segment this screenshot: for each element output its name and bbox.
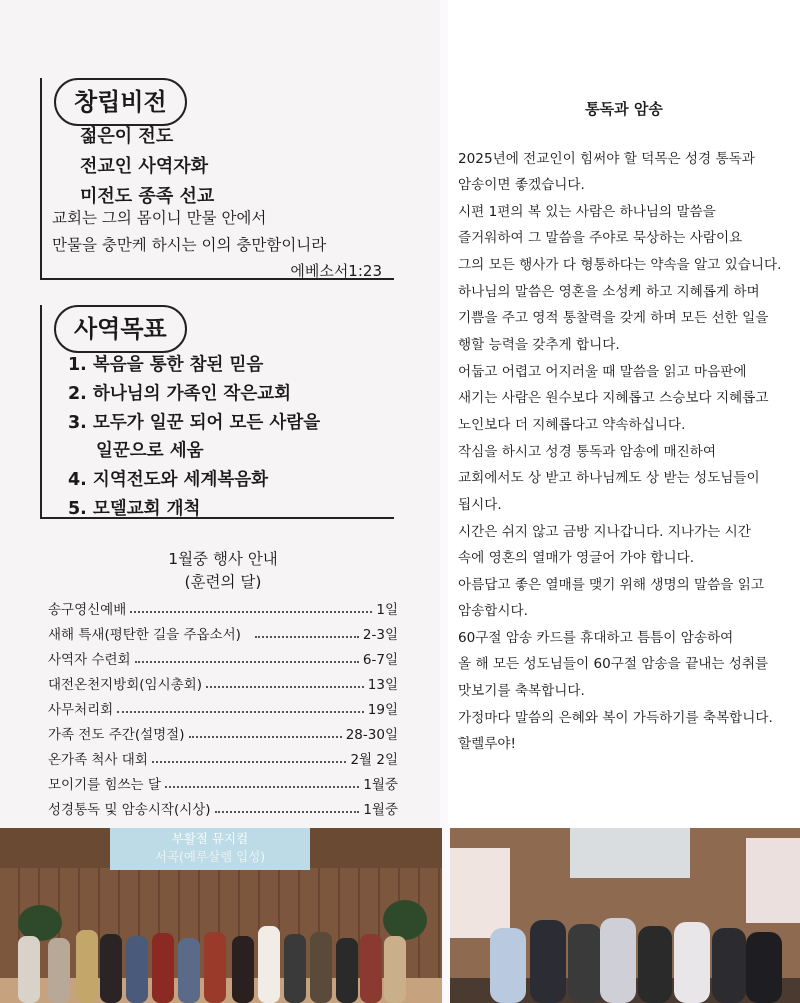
article-paragraph: 작심을 하시고 성경 통독과 암송에 매진하여 교회에서도 상 받고 하나님께도 상 받는 성도님들이 됩시다.: [458, 444, 760, 513]
article-paragraph: 시편 1편의 복 있는 사람은 하나님의 말씀을 즐거워하여 그 말씀을 주야로 묵상하는 사람이요 그의 모든 행사가 다 형통하다는 약속을 알고 있습니다.: [458, 204, 782, 273]
article-title: 통독과 암송: [585, 100, 663, 118]
event-row: [48, 796, 398, 818]
events-subtitle: (훈련의 달): [184, 573, 262, 591]
verse-reference: 에베소서1:23: [290, 262, 382, 280]
event-name: 온가족 척사 대회: [48, 752, 148, 768]
event-date: 13일: [367, 677, 398, 693]
events-title: 1월중 행사 안내: [168, 550, 278, 568]
event-name: 송구영신예배: [48, 602, 127, 618]
mission-title: 사역목표: [54, 305, 187, 353]
event-name: 모이기를 힘쓰는 달: [48, 777, 161, 793]
event-date: 28-30일: [345, 727, 398, 743]
vision-title: 창립비전: [54, 78, 187, 126]
event-row: [48, 596, 398, 618]
event-name: 새해 특새(평탄한 길을 주옵소서): [48, 627, 241, 643]
musical-photo: [0, 828, 442, 1003]
article-paragraph: 하나님의 말씀은 영혼을 소성케 하고 지혜롭게 하며 기쁨을 주고 영적 통찰력을 갖게 하며 모든 선한 일을 행할 능력을 갖추게 합니다.: [458, 284, 769, 353]
event-row: [48, 621, 398, 643]
event-row: [48, 771, 398, 793]
mission-item: 5. 모델교회 개척: [68, 499, 201, 519]
event-row: [48, 721, 398, 743]
mission-item: 1. 복음을 통한 참된 믿음: [68, 355, 264, 375]
dot-leader: [152, 761, 347, 763]
dot-leader: [206, 686, 364, 688]
dot-leader: [130, 611, 372, 613]
dot-leader: [135, 661, 359, 663]
verse-line: 교회는 그의 몸이니 만물 안에서: [52, 209, 267, 227]
vision-line: 젊은이 전도: [80, 126, 174, 147]
vision-section: [40, 78, 394, 280]
banner-line: 부활절 뮤지컬: [171, 831, 249, 846]
event-name: 가족 전도 주간(설명절): [48, 727, 185, 743]
dot-leader: [255, 636, 359, 638]
group-photo: [450, 828, 800, 1003]
event-name: 사무처리회: [48, 702, 114, 718]
event-row: [48, 746, 398, 768]
cast-silhouettes: [0, 828, 442, 1003]
dot-leader: [117, 711, 364, 713]
mission-item: 3. 모두가 일꾼 되어 모든 사람을: [68, 413, 321, 433]
mission-item: 4. 지역전도와 세계복음화: [68, 470, 269, 490]
event-date: 6-7일: [362, 652, 398, 668]
dot-leader: [165, 786, 359, 788]
event-row: [48, 646, 398, 668]
verse-line: 만물을 충만케 하시는 이의 충만함이니라: [52, 236, 327, 254]
mission-item: 2. 하나님의 가족인 작은교회: [68, 384, 292, 404]
banner-line: 서곡(예루살렘 입성): [154, 849, 266, 864]
dot-leader: [215, 811, 360, 813]
vision-line: 미전도 종족 선교: [80, 186, 215, 207]
article-paragraph: 아름답고 좋은 열매를 맺기 위해 생명의 말씀을 읽고 암송합시다.: [458, 577, 765, 620]
event-name: 성경통독 및 암송시작(시상): [48, 802, 211, 818]
events-section: [48, 548, 398, 818]
event-name: 사역자 수련회: [48, 652, 131, 668]
article-paragraph: 시간은 쉬지 않고 금방 지나갑니다. 지나가는 시간 속에 영혼의 열매가 영글어 가야 합니다.: [458, 524, 751, 567]
event-date: 19일: [367, 702, 398, 718]
event-date: 2월 2일: [350, 752, 398, 768]
group-silhouettes: [450, 828, 800, 1003]
dot-leader: [189, 736, 342, 738]
vision-line: 전교인 사역자화: [80, 156, 208, 177]
article-paragraph: 60구절 암송 카드를 휴대하고 틈틈이 암송하여 올 해 모든 성도님들이 60구절 암송을 끝내는 성취를 맛보기를 축복합니다.: [458, 630, 769, 699]
article-paragraph: 가정마다 말씀의 은혜와 복이 가득하기를 축복합니다. 할렐루야!: [458, 710, 773, 753]
article-paragraph: 어둡고 어렵고 어지러울 때 말씀을 읽고 마음판에 새기는 사람은 원수보다 지혜롭고 스승보다 지혜롭고 노인보다 더 지혜롭다고 약속하십니다.: [458, 364, 769, 433]
mission-item: 일꾼으로 세움: [96, 441, 204, 461]
mission-section: [40, 305, 394, 519]
event-row: [48, 671, 398, 693]
event-date: 1월중: [363, 802, 398, 818]
event-date: 2-3일: [362, 627, 398, 643]
event-date: 1일: [376, 602, 398, 618]
event-row: [48, 696, 398, 718]
event-name: 대전온천지방회(임시총회): [48, 677, 202, 693]
article-paragraph: 2025년에 전교인이 힘써야 할 덕목은 성경 통독과 암송이면 좋겠습니다.: [458, 151, 755, 194]
event-date: 1월중: [363, 777, 398, 793]
